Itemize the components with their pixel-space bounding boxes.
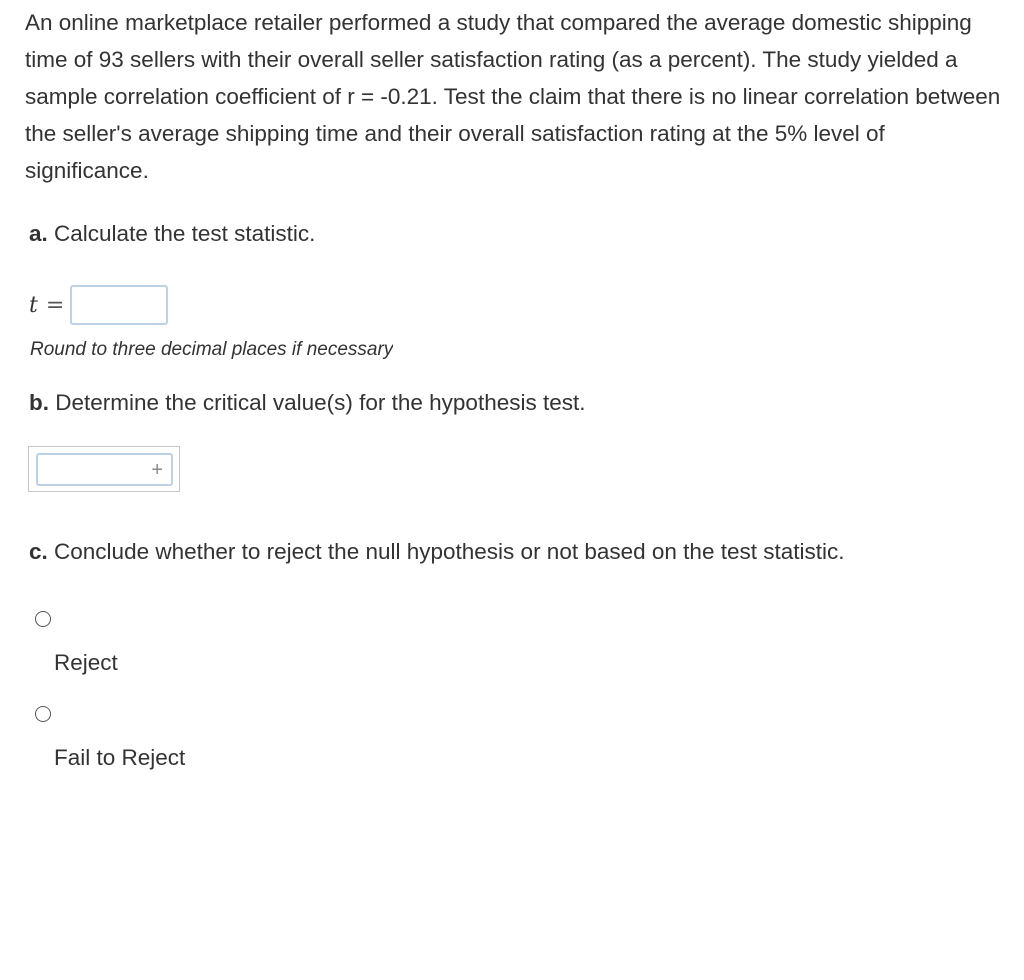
question-container <box>25 0 1010 770</box>
critical-value-input[interactable] <box>36 453 173 486</box>
radio-button-reject[interactable] <box>35 611 51 627</box>
part-b-letter: b. <box>29 390 49 415</box>
part-c-letter: c. <box>29 539 48 564</box>
part-c-heading <box>29 537 845 567</box>
test-statistic-row <box>29 283 168 327</box>
part-b-heading <box>29 388 586 418</box>
equals-sign: = <box>45 292 65 318</box>
radio-option-fail-to-reject[interactable] <box>35 706 53 724</box>
option-label-reject[interactable]: Reject <box>54 650 118 675</box>
rounding-hint: Round to three decimal places if necessary <box>30 339 394 360</box>
option-label-fail-to-reject[interactable]: Fail to Reject <box>54 745 186 770</box>
critical-values-container <box>28 446 180 492</box>
part-c-prompt: Conclude whether to reject the null hypothesis or not based on the test statistic. <box>54 539 845 564</box>
test-statistic-input[interactable] <box>70 285 168 325</box>
part-a-heading <box>29 219 315 249</box>
radio-button-fail-to-reject[interactable] <box>35 706 51 722</box>
add-value-plus-icon[interactable]: + <box>151 459 163 481</box>
part-a-letter: a. <box>29 221 48 246</box>
part-b-prompt: Determine the critical value(s) for the hypothesis test. <box>55 390 586 415</box>
problem-statement: An online marketplace retailer performed a study that compared the average domestic shipping time of 93 sellers with their overall seller satisfaction rating (as a percent). The study yielded a sample correlation coefficient of r = -0.21. Test the claim that there is no linear correlation between the seller's average shipping time and their overall satisfaction rating at the 5% level of significance. <box>25 10 1001 183</box>
part-a-prompt: Calculate the test statistic. <box>54 221 316 246</box>
radio-option-reject[interactable] <box>35 611 53 629</box>
t-variable-label: t <box>29 292 38 318</box>
